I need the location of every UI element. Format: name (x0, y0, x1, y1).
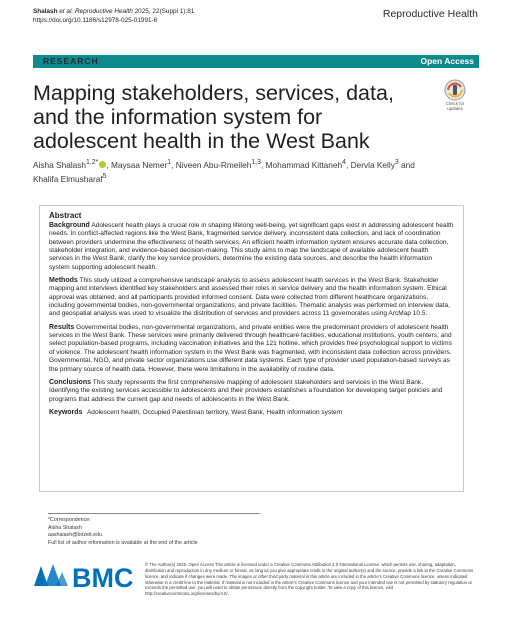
citation-journal: Reproductive Health (74, 8, 133, 15)
article-title: Mapping stakeholders, services, data, and the information system for adolescent health in the West Bank (33, 81, 394, 153)
citation-etal: et al. (59, 8, 74, 15)
author-conjunction: and (401, 159, 415, 170)
author-list: Aisha Shalash$^{1,2*}$ , Maysaa Nemer$^1$, Niveen Abu-Rmeileh$^{1,3}$, Mohammad Kittaneh$^4$, Dervla Kelly$^3$ and Khalifa Elmusharaf$^5$ (33, 159, 415, 185)
bmc-logo (32, 560, 142, 592)
abstract-conclusions (49, 379, 454, 404)
keywords-label: Keywords (49, 408, 83, 416)
author-name: Khalifa Elmusharaf (33, 174, 103, 185)
methods-text: This study utilized a comprehensive landscape analysis to assess adolescent health services in the West Bank. Stakeholder mapping and interviews identified key stakeholders and assessed their roles in service delivery and the health information system. Ethical approval was obtained, and all participants provided informed consent. Data were collected from different healthcare organizations, including governmental bodies, non-governmental organizations, and private facilities. Thematic analysis was performed on interview data, and geospatial analysis was used to visualize the distribution of services and providers across 11 governorates using ArcMap 10.5. (49, 277, 450, 318)
citation-line (33, 7, 194, 16)
check-for-updates-label[interactable] (432, 101, 478, 111)
abstract-results (49, 324, 454, 374)
background-label: Background (49, 222, 90, 229)
background-text: Adolescent health plays a crucial role in shaping lifelong well-being, yet significant gaps exist in addressing adolescent health needs. In conflict-affected regions like the West Bank, fragmented service delivery, inconsistent data collection, and lack of coordination between providers undermine the effectiveness of health services. An efficient health information system ensures accurate data collection, stakeholder integration, and evidence-based decision-making. This study aims to map the landscape of available adolescent health services in the West Bank, clarify the key service providers, determine the existing data sources, and describe the health information system supporting adolescent health. (49, 222, 454, 271)
author-name: Aisha Shalash (33, 159, 87, 170)
footnote-divider (48, 513, 260, 514)
author-affiliation: 1,3 (251, 159, 261, 166)
citation-volume: 2025, 22(Suppl 1):81 (134, 8, 195, 15)
author-name: Niveen Abu-Rmeileh (175, 159, 252, 170)
correspondence-email[interactable]: aashalash@birzeit.edu (48, 532, 102, 539)
abstract-heading: Abstract (49, 211, 82, 220)
author-name: Maysaa Nemer (110, 159, 168, 170)
keywords-text: Adolescent health, Occupied Palestinian territory, West Bank, Health information system (86, 408, 343, 416)
results-text: Governmental bodies, non-governmental organizations, and private entities were the predominant providers of adolescent health services in the West Bank. These services were primarily delivered through healthcare facilities, educational institutions, youth centers, and select population-based programs, including vaccination initiatives and the 121 hotline, which provides free psychological support to victims of violence. The adolescent health information system in the West Bank was fragmented, with inconsistent data collection across providers. Governmental, NGO, and private sector organizations use different data systems. Each type of provider used population-based surveys as the primary source of health data. However, there were limitations in the availability of routine data. (49, 323, 452, 373)
abstract-methods (49, 277, 454, 319)
abstract-keywords (49, 409, 454, 417)
badge-line2: updates (447, 106, 463, 111)
author-affiliation: 5 (102, 173, 107, 181)
author-affiliation: 4 (342, 159, 346, 166)
badge-line1: Check for (445, 101, 465, 106)
correspondence-block (48, 517, 198, 547)
citation-authors: Shalash (33, 8, 58, 15)
open-access-label: Open Access (420, 56, 474, 66)
author-name: Dervla Kelly (350, 159, 395, 170)
author-info-note: Full list of author information is available at the end of the article (48, 539, 198, 546)
author-name: Mohammad Kittaneh (265, 159, 343, 170)
correspondence-label: *Correspondence: (48, 517, 91, 523)
article-type-label: RESEARCH (43, 56, 99, 66)
journal-name: Reproductive Health (382, 8, 478, 20)
abstract-background (49, 222, 454, 272)
check-for-updates-icon[interactable] (439, 79, 471, 101)
author-affiliation: 1,2* (86, 159, 99, 166)
results-label: Results (49, 323, 75, 331)
license-text: © The Author(s) 2025. Open Access This article is licensed under a Creative Commons Attribution 4.0 International License, which permits use, sharing, adaptation, distribution and reproduction in any medium or format, as long as you give appropriate credit to the original author(s) and the source, provide a link to the Creative Commons licence, and indicate if changes were made. The images or other third party material in this article are included in the article's Creative Commons licence, unless indicated otherwise in a credit line to the material. If material is not included in the article's Creative Commons licence and your intended use is not permitted by statutory regulation or exceeds the permitted use, you will need to obtain permission directly from the copyright holder. To view a copy of this licence, visit http://creativecommons.org/licenses/by/4.0/. (145, 562, 474, 597)
article-type-bar (33, 55, 479, 68)
methods-label: Methods (49, 277, 78, 285)
author-affiliation: 3 (394, 159, 399, 166)
abstract-box (39, 205, 464, 492)
correspondence-name: Aisha Shalash (48, 524, 82, 531)
bmc-logo-text: BMC (72, 563, 134, 592)
orcid-icon[interactable] (99, 161, 106, 168)
conclusions-text: This study represents the first comprehensive mapping of adolescent stakeholders and services in the West Bank. Identifying the existing services accessible to adolescents and their providers establishes a foundation for developing target policies and programs that address the current gap and needs of adolescents in the West Bank. (49, 378, 443, 403)
doi-link[interactable]: https://doi.org/10.1186/s12978-025-01991-6 (33, 17, 158, 24)
citation-header (33, 7, 194, 25)
author-affiliation: 1 (167, 159, 172, 166)
conclusions-label: Conclusions (49, 378, 92, 386)
